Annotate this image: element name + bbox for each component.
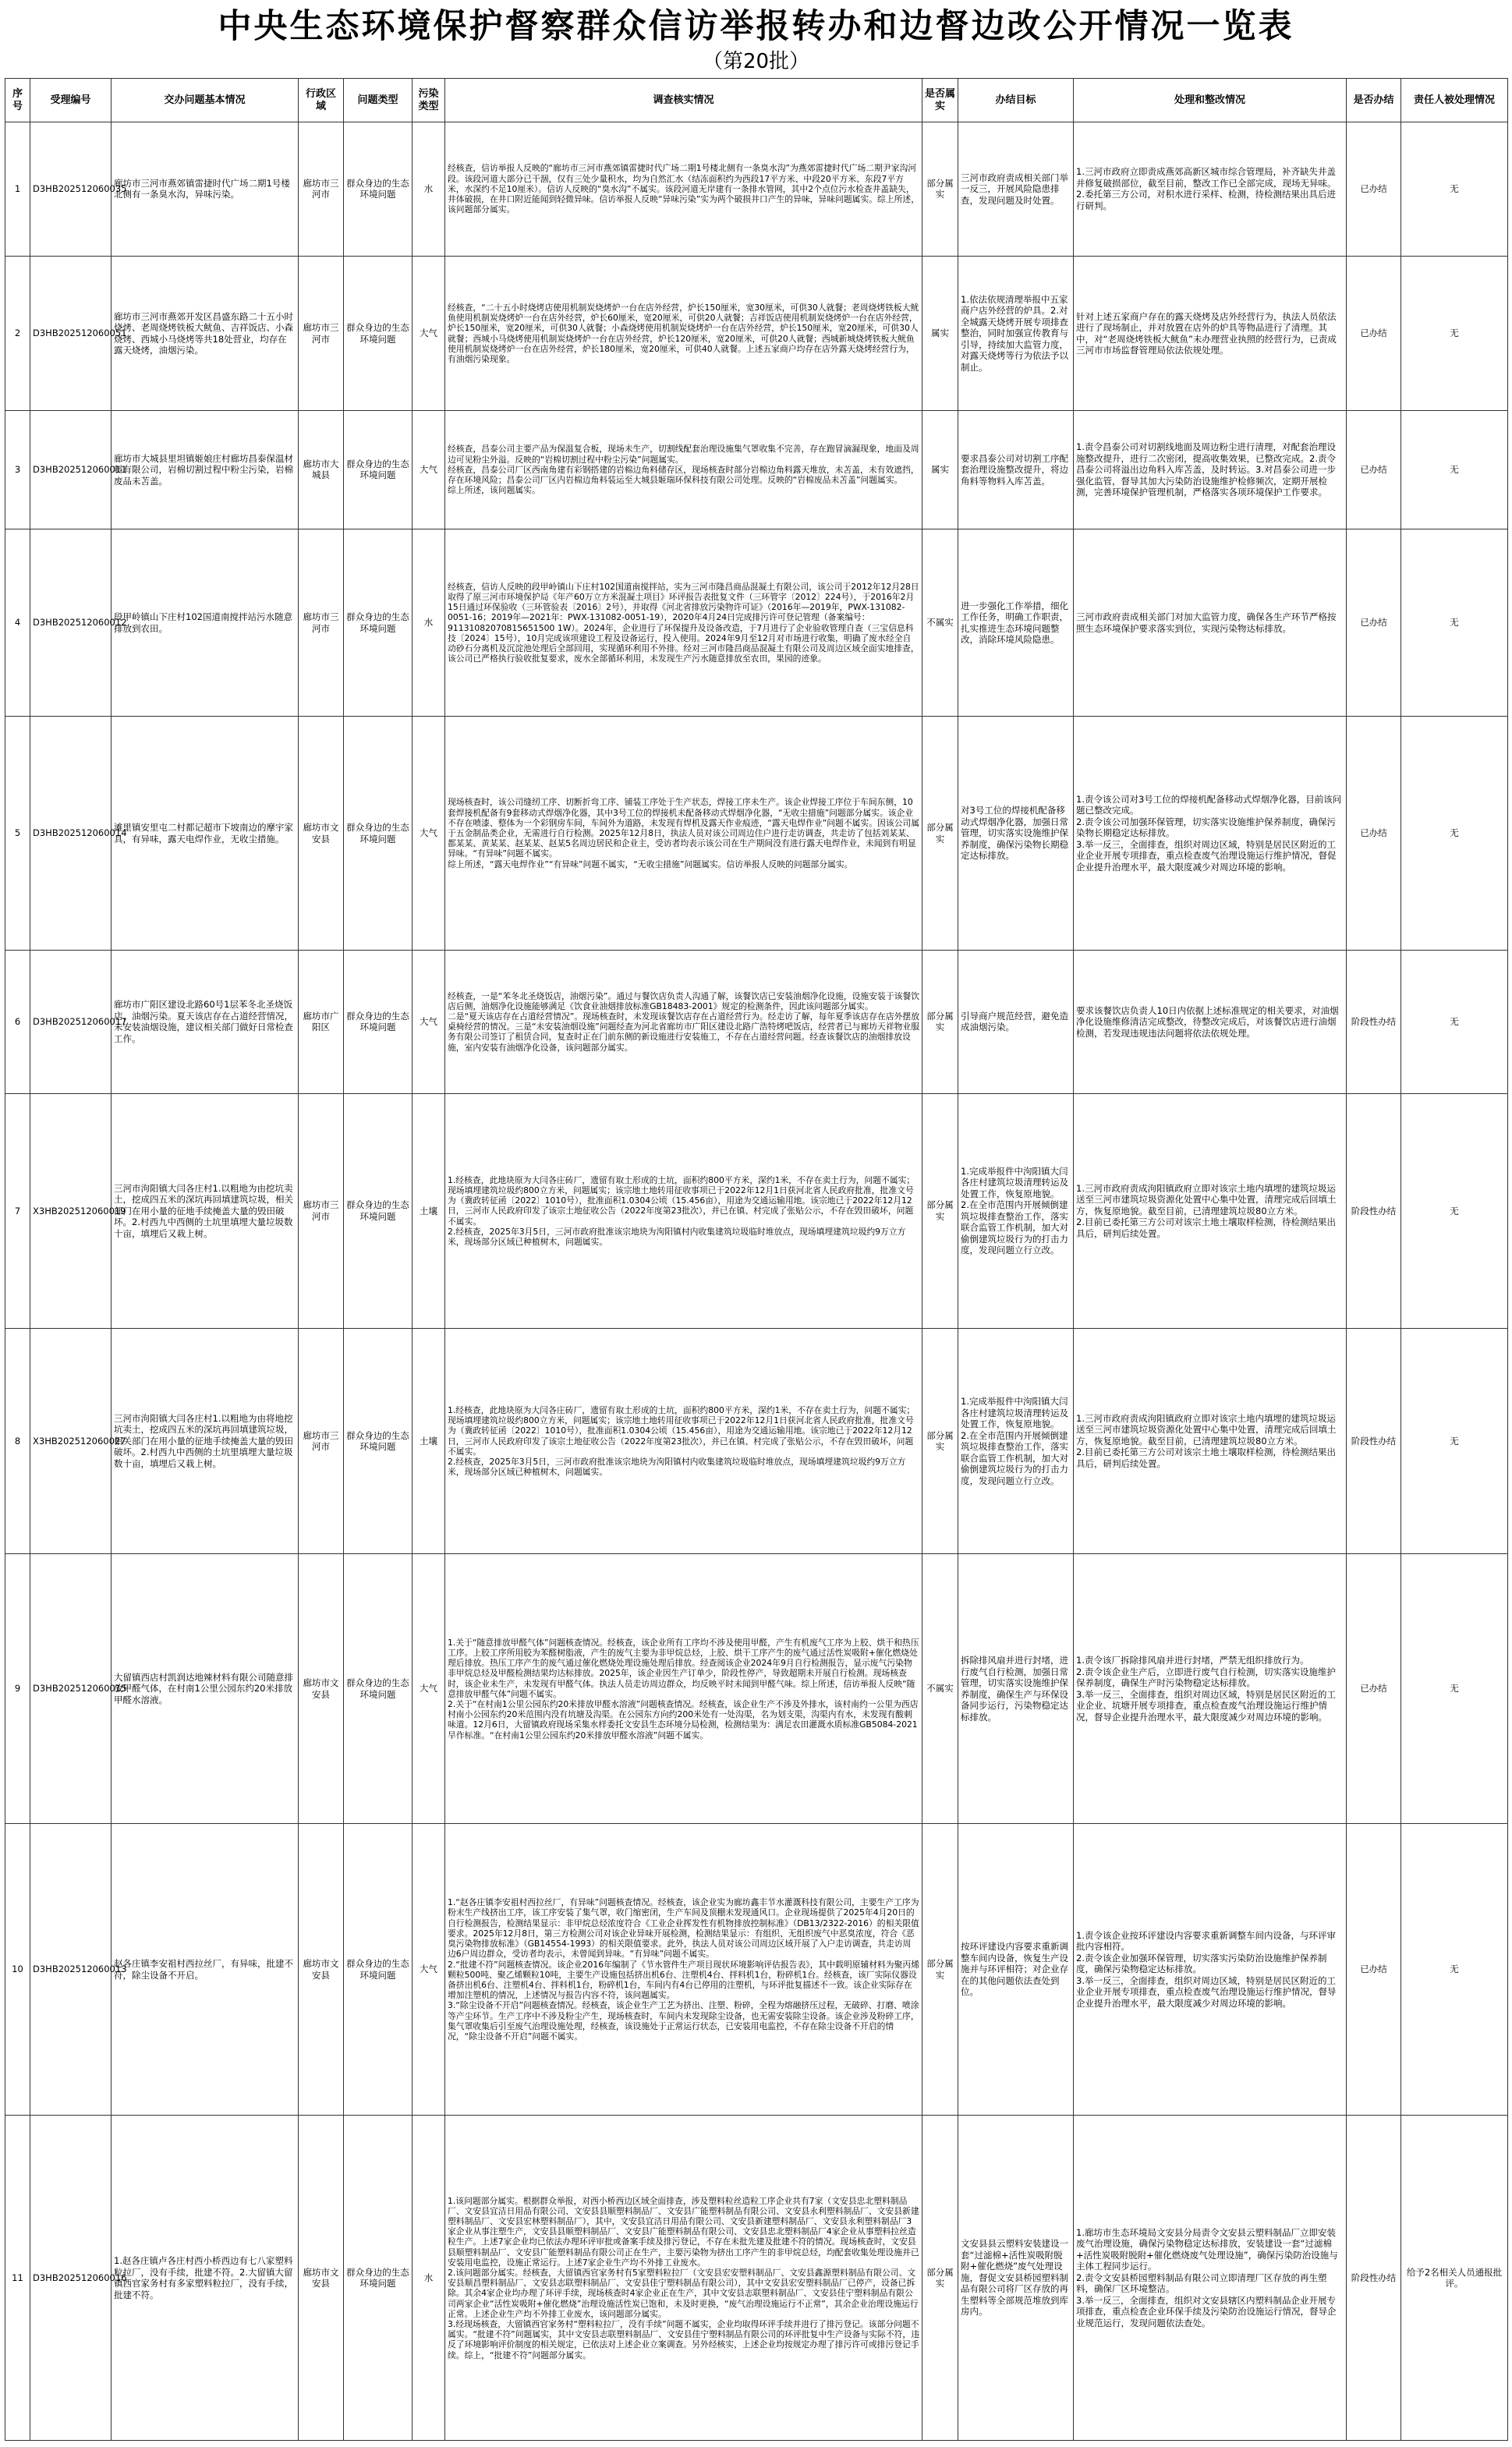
investigation-details: 经核查，一是“苯冬北圣烧饭店，油烟污染”。通过与餐饮店负责人沟通了解，该餐饮店已安装油烟净化设施，设施安装于该餐饮店后侧，油烟净化设施能够满足《饮食业油烟排放标准GB18483-2001》规定的检测条件，因此该问题部分属实。 二是“夏天该店存在占道经营情况”。现场核查时，未发现该餐饮店存在占道经营行为。经走访了解，每年夏季该店存在店外摆放桌椅经营的情况。三是“未安装油烟设施”问题经查为河北省廊坊市广阳区建设北路广浩特烤吧饭店，经营者已与廊坊天祥物业服务有限公司签订了租赁合同，复查时正在门前东侧的新设施进行安装施工，不存在占道经营问题。经查该餐饮店的油烟排放设施，室内安装有油烟净化设备，该问题部分属实。	[445, 950, 922, 1093]
header-pollution: 污染类型	[413, 79, 445, 122]
responsible-person-handling: 无	[1401, 717, 1508, 950]
admin-region: 廊坊市文安县	[299, 1554, 344, 1824]
header-target: 办结目标	[958, 79, 1074, 122]
table-row	[5, 122, 1508, 257]
header-done: 是否办结	[1347, 79, 1401, 122]
table-row	[5, 1824, 1508, 2116]
completion-status: 已办结	[1347, 411, 1401, 529]
receipt-id: D3HB202512060016	[30, 2116, 112, 2441]
completion-status: 已办结	[1347, 1554, 1401, 1824]
receipt-id: D3HB202512060015	[30, 1554, 112, 1824]
issue-description: 廊坊市三河市燕郊开发区昌盛东路二十五小时烧烤、老周烧烤铁板大鱿鱼、吉祥饭店、小森烧烤、西城小马烧烤等共18处营业，均存在露天烧烤，油烟污染。	[112, 256, 299, 410]
issue-description: 大留镇西店村凯润达地辣材料有限公司随意排放甲醛气体，在村南1公里公园东约20米排放甲醛水溶液。	[112, 1554, 299, 1824]
completion-target: 文安县县云塑料安装建设一套“过滤棉+活性炭吸附脱附+催化燃烧”废气处理设施，督促文安县桥园塑料制品有限公司将厂区存放的再生塑料等全部规范堆放到库房内。	[958, 2116, 1074, 2441]
admin-region: 廊坊市三河市	[299, 1329, 344, 1554]
receipt-id: D3HB202512060011	[30, 411, 112, 529]
completion-status: 已办结	[1347, 717, 1401, 950]
completion-status: 阶段性办结	[1347, 2116, 1401, 2441]
admin-region: 廊坊市文安县	[299, 2116, 344, 2441]
header-handling: 处理和整改情况	[1074, 79, 1347, 122]
admin-region: 廊坊市三河市	[299, 256, 344, 410]
table-row	[5, 1329, 1508, 1554]
header-issue: 交办问题基本情况	[112, 79, 299, 122]
problem-type: 群众身边的生态环境问题	[344, 717, 413, 950]
issue-description: 廊坊市三河市燕郊镇雷捷时代广场二期1号楼北侧有一条臭水沟，异味污染。	[112, 122, 299, 257]
header-no: 序号	[5, 79, 30, 122]
investigation-details: 经核查，信访举报人反映的“廊坊市三河市燕郊镇雷捷时代广场二期1号楼北侧有一条臭水沟”为燕郊雷捷时代广场二期尹家沟河段。该段河道大部分已干涸，仅有三处少量积水，均为自然汇水（结冻面积约为西段17平方米、中段20平方米、东段7平方米，水深约不足10厘米）。信访人反映的“臭水沟”不属实。该段河道无岸建有一条排水管网，其中2个点位污水检查井盖缺失，井体破损，在井口附近能闻到轻微异味。信访举报人反映“异味污染”实为两个破损井口产生的异味，异味问题属实。综上所述，该问题部分属实。	[445, 122, 922, 257]
completion-status: 阶段性办结	[1347, 1329, 1401, 1554]
pollution-type: 大气	[413, 717, 445, 950]
responsible-person-handling: 无	[1401, 1093, 1508, 1328]
table-row	[5, 950, 1508, 1093]
completion-status: 已办结	[1347, 256, 1401, 410]
row-number: 2	[5, 256, 30, 410]
handling-rectification: 三河市政府责成相关部门对加大监管力度，确保各生产环节严格按照生态环境保护要求落实到位，实现污染物达标排放。	[1074, 529, 1347, 717]
pollution-type: 大气	[413, 411, 445, 529]
completion-target: 按环评建设内容要求重新调整车间内设备，恢复生产设施并与环评相符；对企业存在的其他问题依法查处到位。	[958, 1824, 1074, 2116]
completion-target: 拆除排风扇并进行封堵，进行废气自行检测，加强日常管理，切实落实设施维护保养制度，确保生产与环保设备同步运行，污染物稳定达标排放。	[958, 1554, 1074, 1824]
investigation-details: 1.经核查，此地块原为大闫各庄砖厂，遗留有取土形成的土坑，面积约800平方米，深约1米，不存在卖土行为，问题不属实；现场填埋建筑垃圾约800立方米，问题属实；该宗地土地转用征收事项已于2022年12月1日获河北省人民政府批准，批准文号为（冀政转征函〔2022〕1010号），批准面积1.0304公顷（15.456亩），用途为交通运输用地。该宗地已于2022年12月12日，三河市人民政府印发了该宗土地征收公告（2022年度第23批次），并已在镇、村完成了张贴公示，不存在毁田破坏，问题不属实。 2.经核查，2025年3月5日，三河市政府批准该宗地块为泃阳镇村内收集建筑垃圾临时堆放点，现场填埋建筑垃圾约9万立方米，现场部分区域已种植树木，问题属实。	[445, 1329, 922, 1554]
problem-type: 群众身边的生态环境问题	[344, 2116, 413, 2441]
row-number: 9	[5, 1554, 30, 1824]
handling-rectification: 1.三河市政府责成泃阳镇政府立即对该宗土地内填埋的建筑垃圾运送至三河市建筑垃圾资源化处置中心集中处置，清理完成后回填土方，恢复原地貌。截至目前，已清理建筑垃圾80立方米。 2.目前已委托第三方公司对该宗土地土壤取样检测，待检测结果出具后，研判后续处置。	[1074, 1093, 1347, 1328]
issue-description: 廊坊市广阳区建设北路60号1层苯冬北圣烧饭店，油烟污染。夏天该店存在占道经营情况，未安装油烟设施，建议相关部门做好日常检查工作。	[112, 950, 299, 1093]
pollution-type: 大气	[413, 1554, 445, 1824]
responsible-person-handling: 给予2名相关人员通报批评。	[1401, 2116, 1508, 2441]
completion-target: 1.完成举报件中泃阳镇大闫各庄村建筑垃圾清理转运及处置工作，恢复原地貌。 2.在全市范围内开展倾倒建筑垃圾排查整治工作，落实联合监管工作机制，加大对偷倒建筑垃圾行为的打击力度，发现问题立行立改。	[958, 1329, 1074, 1554]
row-number: 11	[5, 2116, 30, 2441]
completion-target: 1.依法依规清理举报中五家商户店外经营的炉具。2.对全城露天烧烤开展专项排查整治，同时加强宣传教育与引导，持续加大监管力度，对露天烧烤等行为依法予以制止。	[958, 256, 1074, 410]
receipt-id: D3HB202512060051	[30, 256, 112, 410]
investigation-details: 1.经核查，此地块原为大闫各庄砖厂，遗留有取土形成的土坑，面积约800平方米，深约1米，不存在卖土行为，问题不属实；现场填埋建筑垃圾约800立方米，问题属实；该宗地土地转用征收事项已于2022年12月1日获河北省人民政府批准，批准文号为（冀政转征函〔2022〕1010号），批准面积1.0304公顷（15.456亩），用途为交通运输用地。该宗地已于2022年12月12日，三河市人民政府印发了该宗土地征收公告（2022年度第23批次），并已在镇、村完成了张贴公示，不存在毁田破坏，问题不属实。 2.经核查，2025年3月5日，三河市政府批准该宗地块为泃阳镇村内收集建筑垃圾临时堆放点，现场填埋建筑垃圾约9万立方米，现场部分区域已种植树木，问题属实。	[445, 1093, 922, 1328]
table-row	[5, 256, 1508, 410]
responsible-person-handling: 无	[1401, 529, 1508, 717]
pollution-type: 水	[413, 529, 445, 717]
is-true: 部分属实	[922, 950, 958, 1093]
pollution-type: 土壤	[413, 1093, 445, 1328]
problem-type: 群众身边的生态环境问题	[344, 1093, 413, 1328]
issue-description: 1.赵各庄镇卢各庄村西小桥西边有七八家塑料粒拉厂，没有手续，批建不符。2.大留镇大留镇西官家务村有多家塑料粒拉厂，没有手续，批建不符。	[112, 2116, 299, 2441]
row-number: 10	[5, 1824, 30, 2116]
handling-rectification: 1.责令该公司对3号工位的焊接机配备移动式焊烟净化器，目前该问题已整改完成。 2.责令该公司加强环保管理，切实落实设施维护保养制度，确保污染物长期稳定达标排放。 3.举一反三，全面排查，组织对周边区域，特别是居民区附近的工业企业开展专项排查，重点检查废气治理设施运行维护情况，督促企业提升治理水平，最大限度减少对周边环境的影响。	[1074, 717, 1347, 950]
completion-status: 已办结	[1347, 529, 1401, 717]
problem-type: 群众身边的生态环境问题	[344, 1554, 413, 1824]
handling-rectification: 针对上述五家商户存在的露天烧烤及店外经营行为，执法人员依法进行了现场制止，并对放置在店外的炉具等物品进行了清理。其中，对“老周烧烤铁板大鱿鱼”未办理营业执照的经营行为，已责成三河市市场监督管理局依法依规处理。	[1074, 256, 1347, 410]
row-number: 3	[5, 411, 30, 529]
responsible-person-handling: 无	[1401, 411, 1508, 529]
admin-region: 廊坊市文安县	[299, 717, 344, 950]
is-true: 属实	[922, 411, 958, 529]
problem-type: 群众身边的生态环境问题	[344, 122, 413, 257]
issue-description: 三河市泃阳镇大闫各庄村1.以粗地为由将地挖坑卖土，挖成四五米的深坑再回填建筑垃圾，相关部门在用小量的征地手续掩盖大量的毁田破坏。2.村西九中西侧的土坑里填埋大量垃圾数十亩，填埋后又栽上树。	[112, 1329, 299, 1554]
receipt-id: X3HB202512060019	[30, 1093, 112, 1328]
completion-status: 已办结	[1347, 1824, 1401, 2116]
completion-target: 引导商户规范经营，避免造成油烟污染。	[958, 950, 1074, 1093]
header-resp: 责任人被处理情况	[1401, 79, 1508, 122]
table-row	[5, 411, 1508, 529]
responsible-person-handling: 无	[1401, 256, 1508, 410]
is-true: 部分属实	[922, 2116, 958, 2441]
responsible-person-handling: 无	[1401, 1824, 1508, 2116]
problem-type: 群众身边的生态环境问题	[344, 950, 413, 1093]
handling-rectification: 1.三河市政府责成泃阳镇政府立即对该宗土地内填埋的建筑垃圾运送至三河市建筑垃圾资源化处置中心集中处置，清理完成后回填土方，恢复原地貌。截至目前，已清理建筑垃圾80立方米。 2.目前已委托第三方公司对该宗土地土壤取样检测，待检测结果出具后，研判后续处置。	[1074, 1329, 1347, 1554]
investigation-details: 经核查，昌泰公司主要产品为保温复合板，现场未生产，切割线配套治理设施集气罩收集不完善，存在跑冒滴漏现象，地面及周边可见粉尘外溢。反映的“岩棉切割过程中粉尘污染”问题属实。 经核查，昌泰公司厂区西南角建有彩钢搭建的岩棉边角料储存区，现场核查时部分岩棉边角料露天堆放，未苫盖，未有效遮挡，存在环境风险；昌泰公司厂区内岩棉边角料装运至大城县姬瑞环保科技有限公司处理。反映的“岩棉废品未苫盖”问题属实。 综上所述，该问题属实。	[445, 411, 922, 529]
issue-description: 三河市泃阳镇大闫各庄村1.以粗地为由挖坑卖土，挖成四五米的深坑再回填建筑垃圾，相关部门在用小量的征地手续掩盖大量的毁田破坏。2.村西九中西侧的土坑里填埋大量垃圾数十亩，填埋后又栽上树。	[112, 1093, 299, 1328]
handling-rectification: 要求该餐饮店负责人10日内依据上述标准规定的相关要求，对油烟净化设施维修清洁完成整改，待整改完成后，对该餐饮店进行油烟检测，若发现违规违法问题将依法依规处理。	[1074, 950, 1347, 1093]
investigation-details: 1.“赵各庄镇李安祖村西拉丝厂，有异味”问题核查情况。经核查，该企业实为廊坊鑫丰节水灌溉科技有限公司，主要生产工序为粉末生产线挤出工序，该工序安装了集气罩，收门缩密闭，生产车间及顶棚未发现通风口。企业现场提供了2025年4月20日的自行检测报告，检测结果显示：非甲烷总烃浓度符合《工业企业挥发性有机物排放控制标准》（DB13/2322-2016）的相关限值要求。2025年12月8日，第三方检测公司对该企业异味开展检测，检测结果显示：有组织、无组织废气中恶臭浓度，符合《恶臭污染物排放标准》（GB14554-1993）的相关限值要求。此外，执法人员对该公司周边区域开展了入户走访调查，共走访周边6户周边群众，受访者均表示，未曾闻到异味。“有异味”问题不属实。 2.“批建不符”问题核查情况。该企业2016年编制了《节水管件生产项目现状环境影响评估报告表》，其中载明原辅材料为聚丙烯颗粒500吨、聚乙烯颗粒10吨，主要生产设施包括挤出机6台、注塑机4台、拌料机1台，粉碎机1台。经核查，该厂实际仪器设备挤出机6台、注塑机4台、拌料机1台，粉碎机1台，车间内有4台已停用的注塑机，与环评批复描述不一致。该企业实际存在增加注塑机的情况，上述情况与报告内容不符，该问题属实。 3.“除尘设备不开启”问题核查情况。经核查，该企业生产工艺为挤出、注塑、粉碎，全程为熔融挤压过程，无破碎、打磨、喷涂等产尘环节。生产工序中不涉及粉尘产生，现场核查时，车间内未发现除尘设备，也无需安装除尘设备。该企业涉及粉碎工序，集气罩收集后引至废气治理设施处理，经核查，该设施处于正常运行状态，已安装用电监控，不存在除尘设备不开启的情况，“除尘设备不开启”问题不属实。	[445, 1824, 922, 2116]
admin-region: 廊坊市三河市	[299, 122, 344, 257]
responsible-person-handling: 无	[1401, 122, 1508, 257]
table-row	[5, 2116, 1508, 2441]
completion-status: 已办结	[1347, 122, 1401, 257]
issue-description: 段甲岭镇山下庄村102国道南搅拌站污水随意排放到农田。	[112, 529, 299, 717]
responsible-person-handling: 无	[1401, 1554, 1508, 1824]
table-row	[5, 529, 1508, 717]
admin-region: 廊坊市三河市	[299, 1093, 344, 1328]
is-true: 部分属实	[922, 1824, 958, 2116]
handling-rectification: 1.责令该企业按环评建设内容要求重新调整车间内设备，与环评审批内容相符。 2.责令该企业加强环保管理，切实落实污染防治设施维护保养制度，确保污染物稳定达标排放。 3.举一反三，全面排查，组织对周边区域，特别是居民区附近的工业企业开展专项排查，重点检查废气治理设施运行维护情况，督导企业提升治理水平，最大限度减少对周边环境的影响。	[1074, 1824, 1347, 2116]
completion-target: 进一步强化工作举措，细化工作任务，明确工作职责，扎实推进生态环境问题整改，消除环境风险隐患。	[958, 529, 1074, 717]
completion-status: 阶段性办结	[1347, 950, 1401, 1093]
handling-rectification: 1.廊坊市生态环境局文安县分局责令文安县云塑料制品厂立即安装废气治理设施，确保污染物稳定达标排放，安装建设一套“过滤棉+活性炭吸附脱附+催化燃烧废气处理设施”，确保污染防治设施与主体工程同步运行。 2.责令文安县桥园塑料制品有限公司立即清理厂区存放的再生塑料，确保厂区环境整洁。 3.举一反三，全面排查，组织对文安县辖区内塑料制品企业开展专项排查，重点检查企业环保手续及污染防治设施运行情况，督导企业规范运行，发现问题依法查处。	[1074, 2116, 1347, 2441]
is-true: 部分属实	[922, 1329, 958, 1554]
completion-status: 阶段性办结	[1347, 1093, 1401, 1328]
header-id: 受理编号	[30, 79, 112, 122]
header-truth: 是否属实	[922, 79, 958, 122]
report-table	[5, 78, 1508, 2441]
document-title: 中央生态环境保护督察群众信访举报转办和边督边改公开情况一览表	[218, 7, 1294, 46]
completion-target: 1.完成举报件中泃阳镇大闫各庄村建筑垃圾清理转运及处置工作，恢复原地貌。 2.在全市范围内开展倾倒建筑垃圾排查整治工作，落实联合监管工作机制，加大对偷倒建筑垃圾行为的打击力度，发现问题立行立改。	[958, 1093, 1074, 1328]
header-region: 行政区域	[299, 79, 344, 122]
problem-type: 群众身边的生态环境问题	[344, 1824, 413, 2116]
is-true: 不属实	[922, 1554, 958, 1824]
row-number: 6	[5, 950, 30, 1093]
problem-type: 群众身边的生态环境问题	[344, 529, 413, 717]
row-number: 7	[5, 1093, 30, 1328]
issue-description: 滩里镇安里屯二村都记超市下坡南边的摩宇家具，有异味，露天电焊作业，无收尘措施。	[112, 717, 299, 950]
header-type: 问题类型	[344, 79, 413, 122]
completion-target: 三河市政府责成相关部门举一反三，开展风险隐患排查，发现问题及时处置。	[958, 122, 1074, 257]
receipt-id: D3HB202512060012	[30, 529, 112, 717]
problem-type: 群众身边的生态环境问题	[344, 256, 413, 410]
investigation-details: 现场核查时，该公司缝纫工序、切断折弯工序、铺装工序处于生产状态，焊接工序未生产。该企业焊接工序位于车间东侧，10套焊接机配备有9套移动式焊烟净化器，其中3号工位的焊接机未配备移动式焊烟净化器，“无收尘措施”问题部分属实。该企业不存在喷漆、整体为一个彩钢房车间，车间外为道路，未发现有焊机及露天作业痕迹，“露天电焊作业”问题不属实。因该公司属于五金制品类企业，无需进行自行检测。2025年12月8日，执法人员对该公司周边住户进行走访调查，共走访了包括刘某某、都某某、黄某某、赵某某、赵某5名周边居民和企业主，受访者均表示该公司在生产期间没有进行露天电焊作业，未闻到有明显异味。“有异味”问题不属实。 综上所述，“露天电焊作业”“有异味”问题不属实，“无收尘措施”问题属实。信访举报人反映的问题部分属实。	[445, 717, 922, 950]
table-row	[5, 1554, 1508, 1824]
handling-rectification: 1.责令该厂拆除排风扇并进行封堵，严禁无组织排放行为。 2.责令该企业生产后，立即进行废气自行检测，切实落实设施维护保养制度，确保生产时污染物稳定达标排放。 3.举一反三，全面排查，组织对周边区域，特别是居民区附近的工业企业、坑塘开展专项排查，重点检查废气治理设施运行维护情况，督导企业提升治理水平，最大限度减少对周边环境的影响。	[1074, 1554, 1347, 1824]
table-row	[5, 717, 1508, 950]
row-number: 4	[5, 529, 30, 717]
responsible-person-handling: 无	[1401, 1329, 1508, 1554]
handling-rectification: 1.三河市政府立即责成燕郊高新区城市综合管理局，补齐缺失井盖并修复破损部位，截至目前，整改工作已全部完成，现场无异味。 2.委托第三方公司，对积水进行采样、检测，待检测结果出具后进行研判。	[1074, 122, 1347, 257]
row-number: 5	[5, 717, 30, 950]
issue-description: 赵各庄镇李安祖村西拉丝厂，有异味，批建不符，除尘设备不开启。	[112, 1824, 299, 2116]
row-number: 1	[5, 122, 30, 257]
problem-type: 群众身边的生态环境问题	[344, 411, 413, 529]
receipt-id: X3HB202512060027	[30, 1329, 112, 1554]
is-true: 部分属实	[922, 122, 958, 257]
document-subtitle: （第20批）	[702, 50, 810, 73]
row-number: 8	[5, 1329, 30, 1554]
admin-region: 廊坊市文安县	[299, 1824, 344, 2116]
pollution-type: 土壤	[413, 1329, 445, 1554]
header-detail: 调查核实情况	[445, 79, 922, 122]
responsible-person-handling: 无	[1401, 950, 1508, 1093]
pollution-type: 水	[413, 122, 445, 257]
admin-region: 廊坊市广阳区	[299, 950, 344, 1093]
admin-region: 廊坊市三河市	[299, 529, 344, 717]
is-true: 部分属实	[922, 1093, 958, 1328]
receipt-id: D3HB202512060035	[30, 122, 112, 257]
pollution-type: 大气	[413, 1824, 445, 2116]
table-row	[5, 1093, 1508, 1328]
pollution-type: 大气	[413, 950, 445, 1093]
receipt-id: D3HB202512060013	[30, 1824, 112, 2116]
completion-target: 对3号工位的焊接机配备移动式焊烟净化器，加强日常管理，切实落实设施维护保养制度，确保污染物长期稳定达标排放。	[958, 717, 1074, 950]
investigation-details: 1.该问题部分属实。根据群众举报，对西小桥西边区域全面排查，涉及塑料粒丝造粒工序企业共有7家（文安县忠北塑料制品厂、文安县宜洁日用品有限公司、文安县县顺塑料制品厂、文安县广能塑料制品有限公司、文安县永利塑料制品厂、文安县新建塑料制品厂、文安县宏林塑料制品厂），其中，文安县宜洁日用品有限公司、文安县新建塑料制品厂、文安县永利塑料制品厂3家企业从事注塑生产，文安县县顺塑料制品厂、文安县广能塑料制品有限公司、文安县忠北塑料制品厂4家企业从事塑料拉丝造粒生产。上述7家企业均已依法办理环评审批或备案手续及排污登记，不存在未批先建及批建不符的情况。现场核查时，文安县县顺塑料制品厂、文安县广能塑料制品有限公司正在生产，主要污染物为挤出工序产生的非甲烷总烃，均配套收集处理设施并已安装用电监控，设施正常运行。上述7家企业生产均不外排工业废水。 2.该问题部分属实。经核查，大留镇西官家务村有5家塑料粒拉厂（文安县宏安塑料制品厂、文安县鑫源塑料制品有限公司、文安县顺昌塑料制品厂、文安县志联塑料制品厂、文安县佳宁塑料制品有限公司），其中文安县宏安塑料制品厂已停产，设备已拆除。其余4家企业均办理了环评手续，现场核查时4家企业正在生产，其中文安县志联塑料制品厂、文安县佳宁塑料制品有限公司两家企业“活性炭吸附+催化燃烧”治理设施活性炭已饱和，未及时更换，“废气治理设施运行不正常”，其余企业治理设施运行正常。上述企业生产均不外排工业废水，该问题部分属实。 3.经现场核查，大留镇西官家务村“塑料粒拉厂，没有手续”问题不属实，企业均取得环评手续并进行了排污登记。该部分问题不属实。“批建不符”问题属实，其中文安县志联塑料制品厂、文安县佳宁塑料制品有限公司的环评批复中生产设备与实际不符，违反了环境影响评价制度的相关规定，已依法对上述企业立案调查。另外经核实，上述企业均按规定办理了排污许可或排污登记手续。综上，“批建不符”问题部分属实。	[445, 2116, 922, 2441]
is-true: 部分属实	[922, 717, 958, 950]
completion-target: 要求昌泰公司对切割工序配套治理设施整改提升，将边角料等物料入库苫盖。	[958, 411, 1074, 529]
is-true: 属实	[922, 256, 958, 410]
investigation-details: 经核查，信访人反映的段甲岭镇山下庄村102国道南搅拌站，实为三河市隆昌商品混凝土有限公司，该公司于2012年12月28日取得了原三河市环境保护局《年产60万立方米混凝土项目》环评报告表批复文件（三环管字〔2012〕224号），于2016年2月15日通过环保验收（三环管验表〔2016〕2号），并取得《河北省排放污染物许可证》（2016年—2019年，PWX-131082-0051-16；2019年—2021年：PWX-131082-0051-19），2020年4月24日完成排污许可登记管理（备案编号：91131082070815651500 1W）。2024年，企业进行了环保提升及设备改造，于7月进行了企业验收管理自查（三宝信息科技〔2024〕15号），10月完成该项建设工程及设备运行，投入使用。2024年9月至12月对市场进行收集，明确了废水经全自动砂石分离机及沉淀池处理后全部回用，实现循环利用不外排。经对三河市隆昌商品混凝土有限公司及周边区域全面实地排查，该公司已严格执行验收批复要求，废水全部循环利用，未发现生产污水随意排放至农田，果园的迹象。	[445, 529, 922, 717]
investigation-details: 经核查，“二十五小时烧烤店使用机制炭烧烤炉一台在店外经营，炉长150厘米，宽30厘米，可供30人就餐；老周烧烤铁板大鱿鱼使用机制炭烧烤炉一台在店外经营，炉长60厘米，宽20厘米，可供20人就餐；吉祥饭店使用机制炭烧烤炉一台在店外经营，炉长150厘米，宽20厘米，可供30人就餐；小森烧烤使用机制炭烧烤炉一台在店外经营，炉长150厘米，宽20厘米，可供30人就餐；西城小马烧烤使用机制炭烧烤炉一台在店外经营，炉长120厘米，宽20厘米，可供20人就餐；西城新城烧烤铁板大鱿鱼使用机制炭烧烤炉一台在店外经营，炉长180厘米，宽20厘米，可供40人就餐。上述五家商户均存在店外露天烧烤经营行为，有油烟污染现象。	[445, 256, 922, 410]
pollution-type: 水	[413, 2116, 445, 2441]
investigation-details: 1.关于“随意排放甲醛气体”问题核查情况。经核查，该企业所有工序均不涉及使用甲醛，产生有机废气工序为上胶、烘干和热压工序。上胶工序所用胶为苯醛树脂液，产生的废气主要为非甲烷总烃，上胶、烘干工序产生的废气通过活性炭吸附+催化燃烧处理后排放。热压工序产生的废气通过催化燃烧处理设施处理后排放。经查阅该企业2024年9月自行检测报告，显示废气污染物非甲烷总烃及甲醛检测结果均达标排放。2025年，该企业因生产订单少，阶段性停产，导致超期未开展自行检测。现场核查时，该企业未生产，未发现有甲醛气体。执法人员走访周边群众，均反映平时未闻到甲醛气味。综上所述，信访举报人反映“随意排放甲醛气体”问题不属实。 2.关于“在村南1公里公园东约20米排放甲醛水溶液”问题核查情况。经核查，该企业生产不涉及外排水，该村南约一公里为西店村南小公园东约20米范围内没有坑塘及沟渠。在公园东方向约200米处有一处沟渠，名为划支渠，沟渠内有水，未发现有酸刺味道。12月6日，大留镇政府现场采集水样委托文安县生态环境分局检测，检测结果为：满足农田灌溉水质标准GB5084-2021旱作标准。“在村南1公里公园东约20米排放甲醛水溶液”问题不属实。	[445, 1554, 922, 1824]
receipt-id: D3HB202512060014	[30, 717, 112, 950]
is-true: 不属实	[922, 529, 958, 717]
table-header-row	[5, 79, 1508, 122]
receipt-id: D3HB202512060017	[30, 950, 112, 1093]
pollution-type: 大气	[413, 256, 445, 410]
handling-rectification: 1.责令昌泰公司对切割线地面及周边粉尘进行清理，对配套治理设施整改提升，进行二次密闭，提高收集效果，已整改完成。2.责令昌泰公司将溢出边角料入库苫盖，及时转运。3.对昌泰公司进一步强化监管，督导其加大污染防治设施维护检修频次，定期开展检测，完善环境保护管理机制，严格落实各项环境保护工作要求。	[1074, 411, 1347, 529]
problem-type: 群众身边的生态环境问题	[344, 1329, 413, 1554]
admin-region: 廊坊市大城县	[299, 411, 344, 529]
issue-description: 廊坊市大城县里坦镇姬娘庄村廊坊昌泰保温材料有限公司，岩棉切割过程中粉尘污染，岩棉废品未苫盖。	[112, 411, 299, 529]
